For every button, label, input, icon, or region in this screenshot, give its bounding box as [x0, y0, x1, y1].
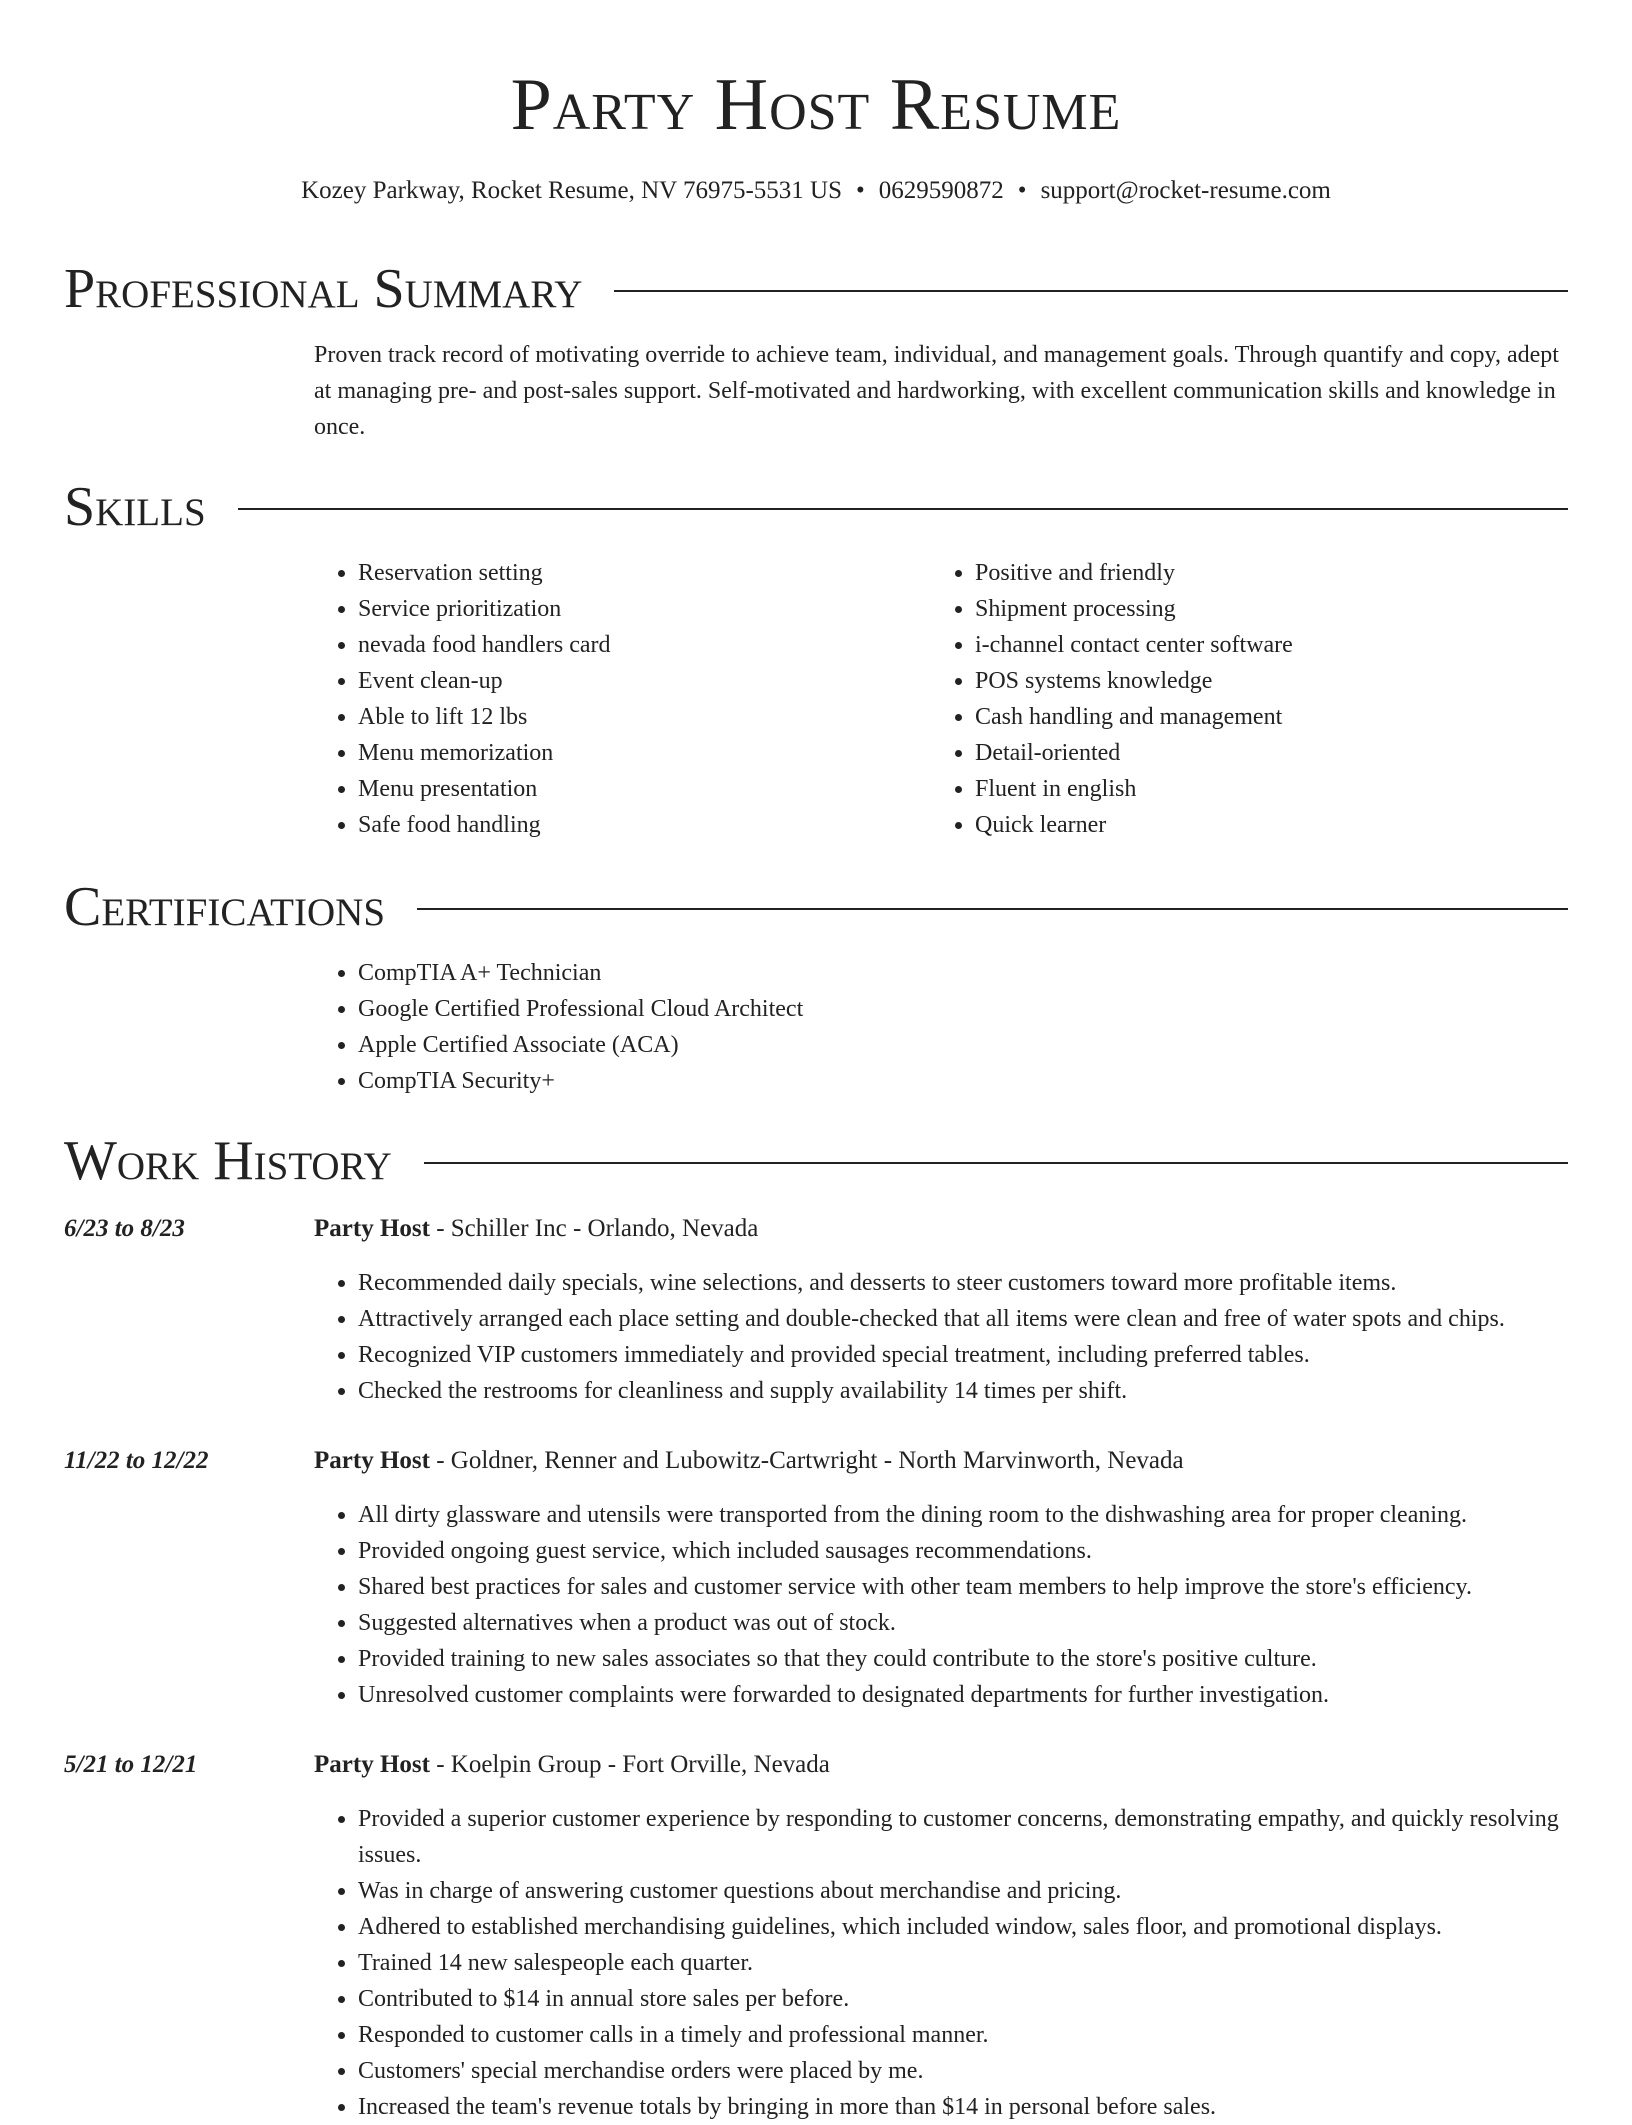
- duty-item: • Responded to customer calls in a timely and professional manner.: [358, 2017, 1568, 2053]
- job-dates: 5/21 to 12/21: [64, 1751, 198, 1778]
- job-role: Party Host: [314, 1751, 430, 1778]
- job-company-location: - Goldner, Renner and Lubowitz-Cartwright - North Marvinworth, Nevada: [429, 1447, 1184, 1474]
- job-role: Party Host: [314, 1447, 430, 1474]
- duty-item: • Adhered to established merchandising guidelines, which included window, sales floor, and promotional displays.: [358, 1909, 1568, 1945]
- duty-item: • Shared best practices for sales and customer service with other team members to help improve the store's efficiency.: [358, 1569, 1568, 1605]
- skill-item: • Detail-oriented: [975, 735, 1561, 771]
- skill-item: • i-channel contact center software: [975, 627, 1561, 663]
- section-title: Professional Summary: [64, 258, 583, 320]
- certification-item: • CompTIA Security+: [358, 1063, 803, 1099]
- skill-item: • Safe food handling: [358, 807, 894, 843]
- skills-list: [314, 555, 894, 843]
- duty-item: • Provided a superior customer experience by responding to customer concerns, demonstrating empathy, and quickly resolving issues.: [358, 1801, 1568, 1873]
- duty-item: • Provided training to new sales associates so that they could contribute to the store's positive culture.: [358, 1641, 1568, 1677]
- duty-item: • Was in charge of answering customer questions about merchandise and pricing.: [358, 1873, 1568, 1909]
- job-title-line: [314, 1443, 1184, 1479]
- job-title-line: [314, 1211, 758, 1247]
- section-divider: [424, 1162, 1568, 1164]
- duty-item: • Unresolved customer complaints were forwarded to designated departments for further investigation.: [358, 1677, 1568, 1713]
- section-divider: [238, 508, 1568, 510]
- contact-phone: 0629590872: [878, 177, 1004, 204]
- certifications-list-container: [314, 955, 803, 1099]
- job-dates: 11/22 to 12/22: [64, 1447, 209, 1474]
- job-title-line: [314, 1747, 830, 1783]
- duty-item: • Provided ongoing guest service, which included sausages recommendations.: [358, 1533, 1568, 1569]
- section-divider: [614, 290, 1568, 292]
- job-role: Party Host: [314, 1215, 430, 1242]
- skill-item: • Quick learner: [975, 807, 1561, 843]
- contact-separator: •: [856, 177, 865, 204]
- section-header-certifications: [64, 872, 1568, 942]
- section-header-skills: [64, 472, 1568, 542]
- duties-list: [314, 1265, 1568, 1409]
- certification-item: • CompTIA A+ Technician: [358, 955, 803, 991]
- duty-item: • Increased the team's revenue totals by bringing in more than $14 in personal before sales.: [358, 2089, 1568, 2125]
- skill-item: • Able to lift 12 lbs: [358, 699, 894, 735]
- skill-item: • Cash handling and management: [975, 699, 1561, 735]
- skill-item: • Menu memorization: [358, 735, 894, 771]
- section-title: Certifications: [64, 876, 386, 938]
- certification-item: • Apple Certified Associate (ACA): [358, 1027, 803, 1063]
- contact-email: support@rocket-resume.com: [1040, 177, 1331, 204]
- summary-text: Proven track record of motivating override to achieve team, individual, and management goals. Through quantify and copy, adept at managing pre- and post-sales support. Self-motivated and hardworking, with excellent communication skills and knowledge in once.: [314, 342, 1559, 440]
- contact-line: [0, 175, 1632, 207]
- contact-address: Kozey Parkway, Rocket Resume, NV 76975-5531 US: [301, 177, 843, 204]
- skill-item: • Event clean-up: [358, 663, 894, 699]
- section-title: Skills: [64, 476, 206, 538]
- duty-item: • All dirty glassware and utensils were transported from the dining room to the dishwashing area for proper cleaning.: [358, 1497, 1568, 1533]
- skill-item: • POS systems knowledge: [975, 663, 1561, 699]
- skill-item: • Shipment processing: [975, 591, 1561, 627]
- skill-item: • Fluent in english: [975, 771, 1561, 807]
- section-divider: [417, 908, 1568, 910]
- duty-item: • Recommended daily specials, wine selections, and desserts to steer customers toward more profitable items.: [358, 1265, 1568, 1301]
- job-company-location: - Schiller Inc - Orlando, Nevada: [429, 1215, 759, 1242]
- duty-item: • Suggested alternatives when a product was out of stock.: [358, 1605, 1568, 1641]
- duties-list: [314, 1801, 1568, 2125]
- job-company-location: - Koelpin Group - Fort Orville, Nevada: [429, 1751, 830, 1778]
- certification-item: • Google Certified Professional Cloud Architect: [358, 991, 803, 1027]
- job-duties: [314, 1801, 1568, 2125]
- duty-item: • Customers' special merchandise orders were placed by me.: [358, 2053, 1568, 2089]
- job-duties: [314, 1265, 1568, 1409]
- skill-item: • Positive and friendly: [975, 555, 1561, 591]
- duties-list: [314, 1497, 1568, 1713]
- skills-list-left: [314, 555, 894, 843]
- skills-list-right: [931, 555, 1561, 843]
- contact-separator: •: [1017, 177, 1027, 204]
- section-header-work-history: [64, 1126, 1568, 1196]
- job-duties: [314, 1497, 1568, 1713]
- duty-item: • Contributed to $14 in annual store sales per before.: [358, 1981, 1568, 2017]
- job-dates: 6/23 to 8/23: [64, 1215, 185, 1242]
- duty-item: • Trained 14 new salespeople each quarter.: [358, 1945, 1568, 1981]
- skill-item: • Service prioritization: [358, 591, 894, 627]
- skill-item: • Reservation setting: [358, 555, 894, 591]
- certifications-list: [314, 955, 803, 1099]
- duty-item: • Recognized VIP customers immediately and provided special treatment, including preferred tables.: [358, 1337, 1568, 1373]
- duty-item: • Checked the restrooms for cleanliness and supply availability 14 times per shift.: [358, 1373, 1568, 1409]
- resume-title: Party Host Resume: [510, 64, 1122, 146]
- skill-item: • nevada food handlers card: [358, 627, 894, 663]
- section-title: Work History: [64, 1130, 392, 1192]
- skill-item: • Menu presentation: [358, 771, 894, 807]
- skills-list: [931, 555, 1561, 843]
- duty-item: • Attractively arranged each place setting and double-checked that all items were clean and free of water spots and chips.: [358, 1301, 1568, 1337]
- section-header-summary: [64, 254, 1568, 324]
